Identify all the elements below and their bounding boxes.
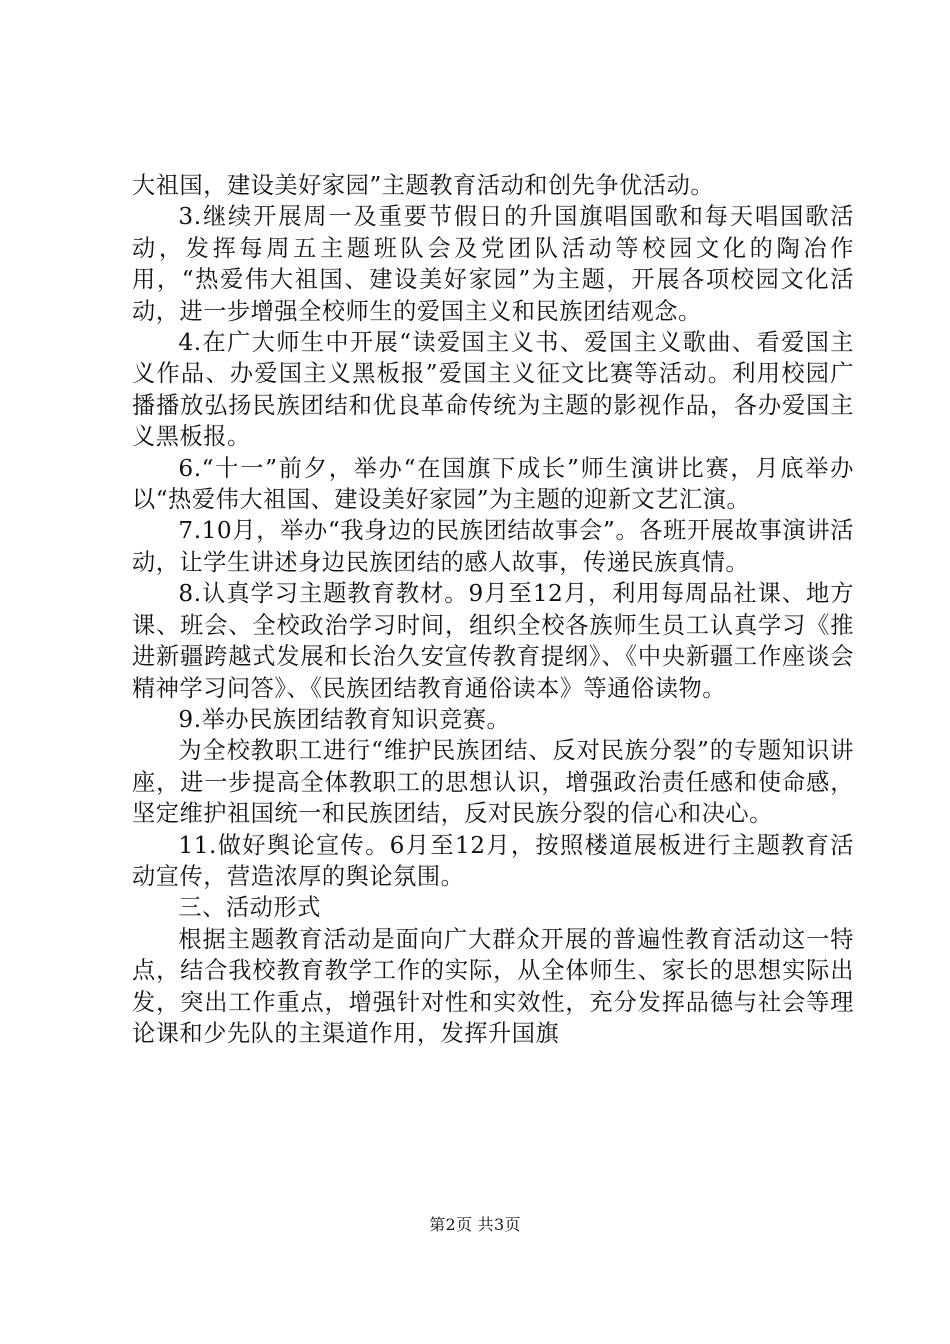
- paragraph-item-9: 9.举办民族团结教育知识竞赛。: [178, 705, 511, 733]
- page-number-footer: 第2页 共3页: [429, 1215, 521, 1234]
- section-heading-activity-form: 三、活动形式: [178, 894, 321, 922]
- paragraph-activity-form: 根据主题教育活动是面向广大群众开展的普遍性教育活动这一特点，结合我校教育教学工作的实际，从全体师生、家长的思想实际出发，突出工作重点，增强针对性和实效性，充分发挥品德与社会等理论课和少先队的主渠道作用，发挥升国旗: [132, 925, 854, 1047]
- paragraph-item-3: 3.继续开展周一及重要节假日的升国旗唱国歌和每天唱国歌活动，发挥每周五主题班队会及党团队活动等校园文化的陶冶作用，“热爱伟大祖国、建设美好家园”为主题，开展各项校园文化活动，进一步增强全校师生的爱国主义和民族团结观念。: [132, 203, 854, 325]
- paragraph-item-11: 11.做好舆论宣传。6月至12月，按照楼道展板进行主题教育活动宣传，营造浓厚的舆论氛围。: [132, 831, 854, 890]
- document-body: [132, 170, 854, 1049]
- paragraph-item-6: 6.“十一”前夕，举办“在国旗下成长”师生演讲比赛，月底举办以“热爱伟大祖国、建设美好家园”为主题的迎新文艺汇演。: [132, 454, 854, 514]
- paragraph-item-8: 8.认真学习主题教育教材。9月至12月，利用每周品社课、地方课、班会、全校政治学习时间，组织全校各族师生员工认真学习《推进新疆跨越式发展和长治久安宣传教育提纲》、《中央新疆工作座谈会精神学习问答》、《民族团结教育通俗读本》等通俗读物。: [132, 580, 854, 702]
- paragraph-item-4: 4.在广大师生中开展“读爱国主义书、爱国主义歌曲、看爱国主义作品、办爱国主义黑板报”爱国主义征文比赛等活动。利用校园广播播放弘扬民族团结和优良革命传统为主题的影视作品，各办爱国主义黑板报。: [132, 329, 854, 451]
- paragraph-continuation: 大祖国，建设美好家园”主题教育活动和创先争优活动。: [132, 172, 715, 199]
- paragraph-item-7: 7.10月，举办“我身边的民族团结故事会”。各班开展故事演讲活动，让学生讲述身边民族团结的感人故事，传递民族真情。: [132, 517, 854, 576]
- paragraph-lecture: 为全校教职工进行“维护民族团结、反对民族分裂”的专题知识讲座，进一步提高全体教职工的思想认识，增强政治责任感和使命感，坚定维护祖国统一和民族团结，反对民族分裂的信心和决心。: [132, 737, 854, 828]
